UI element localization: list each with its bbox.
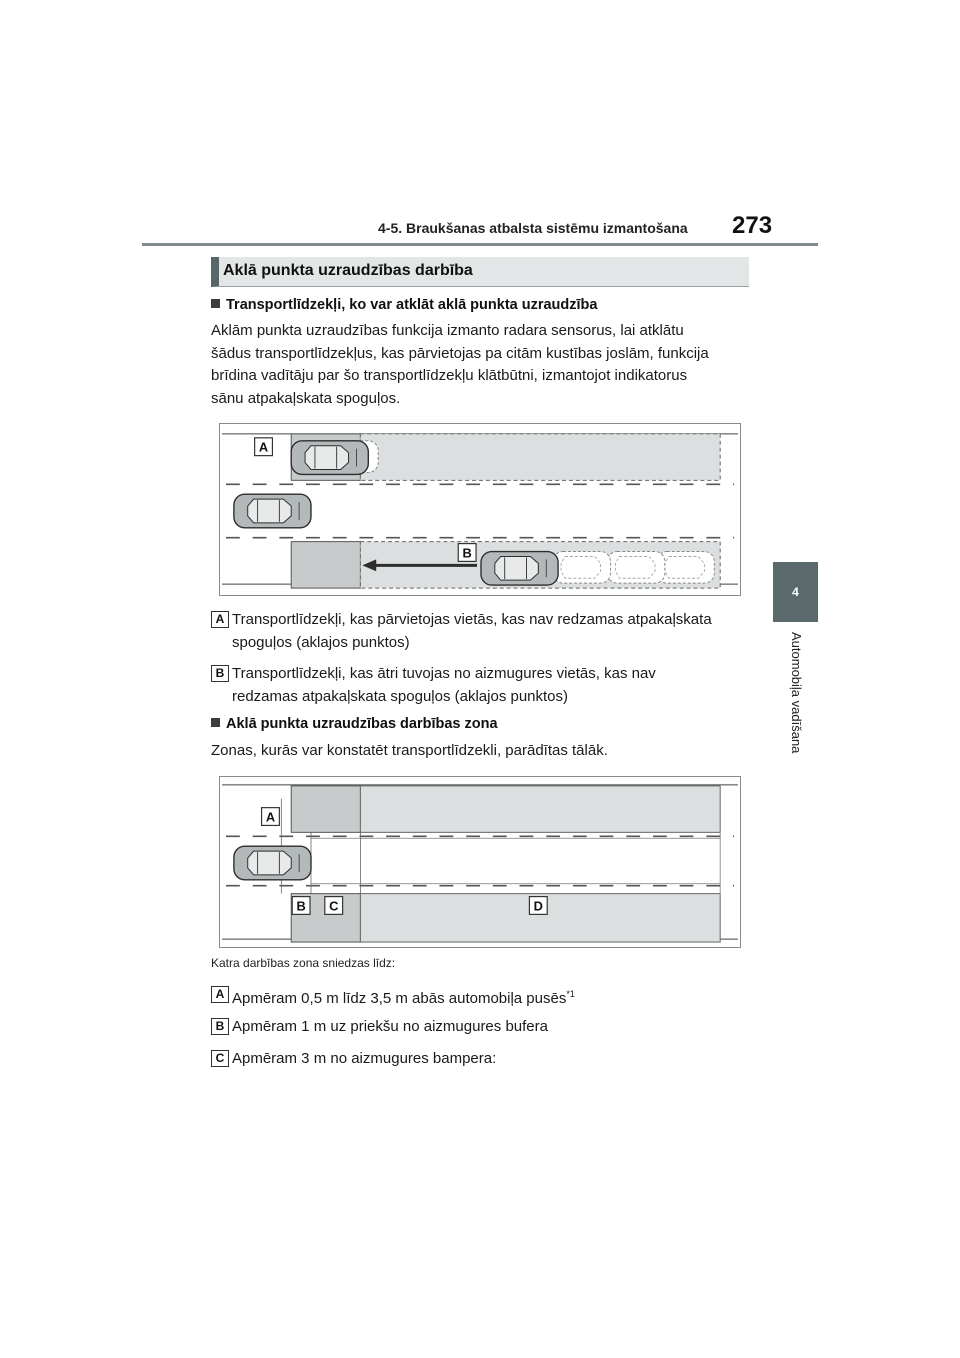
subsection-heading-operation-zone: Aklā punkta uzraudzības darbības zona [211, 716, 498, 732]
paragraph-line: šādus transportlīdzekļus, kas pārvietojas pa citām kustības joslām, funkcija [211, 344, 709, 362]
legend-item-A [211, 608, 751, 654]
bullet-square-icon [211, 718, 220, 727]
paragraph-line: Aklām punkta uzraudzības funkcija izmanto radara sensorus, lai atklātu [211, 322, 684, 339]
figure-label-C-text: C [329, 898, 339, 914]
paragraph-line: sānu atpakaļskata spoguļos. [211, 389, 401, 407]
legend-label-badge: A [211, 986, 229, 1003]
header-divider [142, 243, 818, 246]
subsection-heading-detectable-vehicles: Transportlīdzekļi, ko var atklāt aklā punkta uzraudzība [211, 297, 597, 313]
chapter-number: 4 [792, 585, 799, 599]
figure-label-A-text: A [265, 809, 276, 825]
legend-label-badge: A [211, 611, 229, 628]
intro-paragraph [211, 320, 751, 410]
legend-label-badge: B [211, 665, 229, 682]
figure-label-B-text: B [296, 898, 306, 914]
legend-text: Transportlīdzekļi, kas ātri tuvojas no aizmugures vietās, kas nav [232, 665, 656, 682]
chapter-tab[interactable] [773, 562, 818, 622]
legend-text: Apmēram 0,5 m līdz 3,5 m abās automobiļa pusēs$^{*1}$ [232, 989, 575, 1007]
legend-text: Apmēram 3 m no aizmugures bampera: [232, 1050, 497, 1067]
legend-text: Transportlīdzekļi, kas pārvietojas vietās, kas nav redzamas atpakaļskata [232, 611, 712, 628]
page-number: 273 [732, 212, 773, 239]
legend-text: Apmēram 1 m uz priekšu no aizmugures bufera [232, 1018, 548, 1035]
figure-label-B-text: B [462, 545, 472, 561]
legend-item-B [211, 662, 751, 708]
legend-label-badge: C [211, 1050, 229, 1067]
figure-label-A-text: A [258, 439, 269, 455]
legend2-item-A [211, 983, 751, 1010]
footnote-marker: *1 [566, 989, 575, 999]
zone-extent-note: Katra darbības zona sniedzas līdz: [211, 956, 396, 970]
zones-paragraph: Zonas, kurās var konstatēt transportlīdzekli, parādītas tālāk. [211, 742, 608, 759]
bullet-square-icon [211, 299, 220, 308]
header-section-title: 4-5. Braukšanas atbalsta sistēmu izmantošana [378, 220, 688, 236]
legend-label-badge: B [211, 1018, 229, 1035]
legend-text: redzamas atpakaļskata spoguļos (aklajos punktos) [232, 688, 569, 705]
paragraph-line: brīdina vadītāju par šo transportlīdzekļu klātbūtni, izmantojot indikatorus [211, 367, 688, 384]
legend-text: spoguļos (aklajos punktos) [232, 634, 410, 651]
legend2-item-B [211, 1015, 751, 1038]
section-title: Aklā punkta uzraudzības darbība [223, 262, 473, 279]
figure-label-D-text: D [533, 898, 543, 914]
figure-blind-spot-vehicles [219, 423, 741, 596]
figure-operation-zones [219, 776, 741, 948]
chapter-label: Automobiļa vadīšana [789, 632, 804, 754]
legend2-item-C [211, 1047, 751, 1070]
